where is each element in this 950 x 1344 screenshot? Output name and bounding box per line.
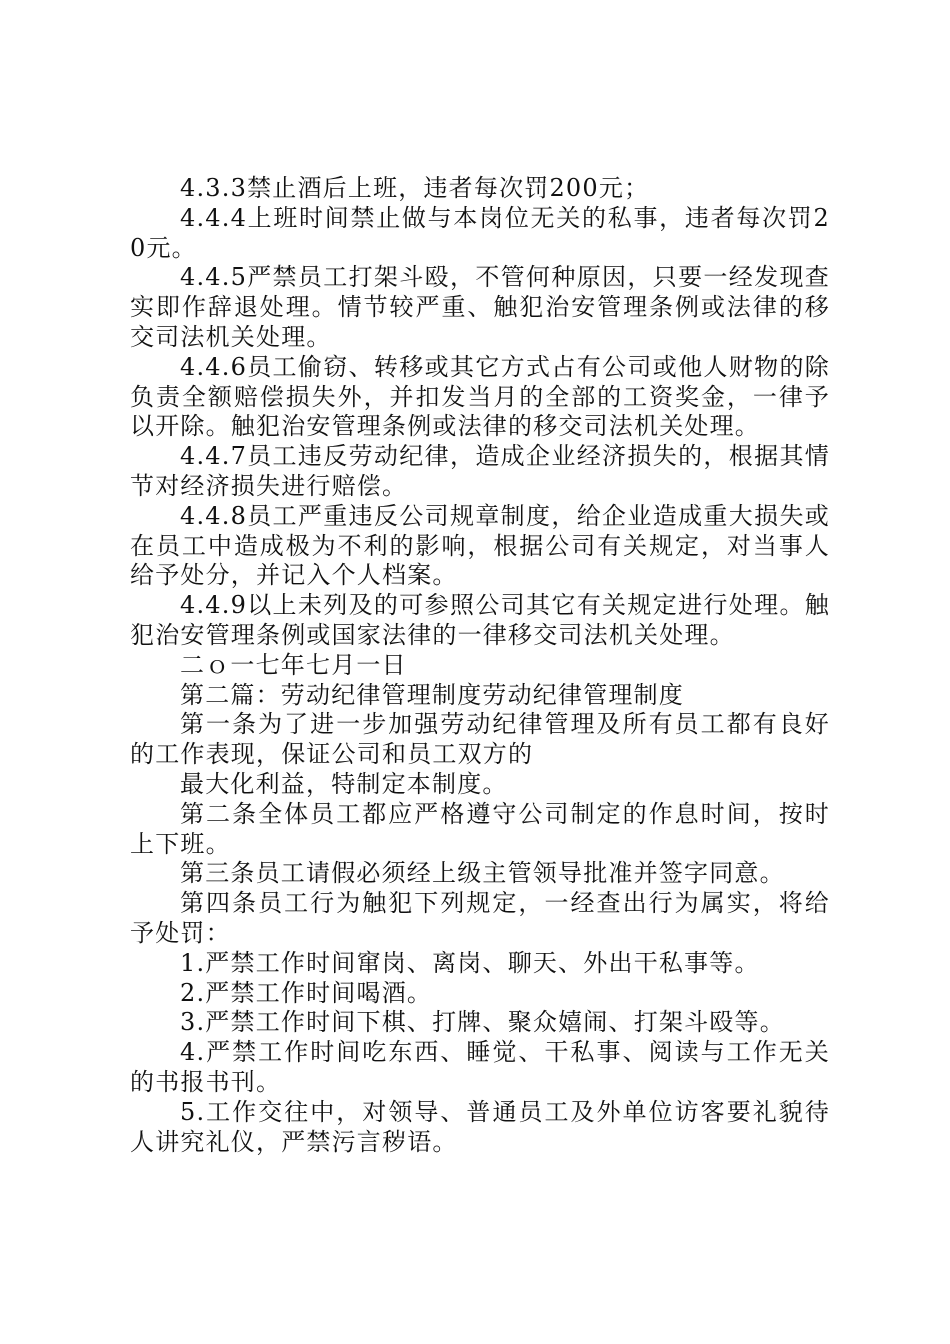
article-3: 第三条员工请假必须经上级主管领导批准并签字同意。 xyxy=(180,859,785,888)
article-1: 第一条为了进一步加强劳动纪律管理及所有员工都有良好的工作表现，保证公司和员工双方的 xyxy=(130,710,830,769)
document-date: 二ｏ一七年七月一日 xyxy=(180,650,407,679)
article-4: 第四条员工行为触犯下列规定，一经查出行为属实，将给予处罚： xyxy=(130,889,830,947)
section-heading: 第二篇：劳动纪律管理制度劳动纪律管理制度 xyxy=(180,680,684,709)
paragraph-4-3-3: 4.3.3禁止酒后上班，违者每次罚200元； xyxy=(180,174,650,202)
rule-item-4: 4.严禁工作时间吃东西、睡觉、干私事、阅读与工作无关的书报书刊。 xyxy=(130,1038,830,1096)
paragraph-4-4-5: 4.4.5严禁员工打架斗殴，不管何种原因，只要一经发现查实即作辞退处理。情节较严重、触犯治安管理条例或法律的移交司法机关处理。 xyxy=(130,263,830,351)
paragraph-4-4-4: 4.4.4上班时间禁止做与本岗位无关的私事，违者每次罚20元。 xyxy=(130,203,830,262)
document-body xyxy=(130,174,830,1157)
rule-item-1: 1.严禁工作时间窜岗、离岗、聊天、外出干私事等。 xyxy=(180,948,760,977)
rule-item-3: 3.严禁工作时间下棋、打牌、聚众嬉闹、打架斗殴等。 xyxy=(180,1008,785,1037)
paragraph-4-4-8: 4.4.8员工严重违反公司规章制度，给企业造成重大损失或在员工中造成极为不利的影响，根据公司有关规定，对当事人给予处分，并记入个人档案。 xyxy=(130,501,830,590)
article-1-continued: 最大化利益，特制定本制度。 xyxy=(180,769,508,798)
rule-item-5: 5.工作交往中，对领导、普通员工及外单位访客要礼貌待人讲究礼仪，严禁污言秽语。 xyxy=(130,1097,830,1156)
paragraph-4-4-9: 4.4.9以上未列及的可参照公司其它有关规定进行处理。触犯治安管理条例或国家法律的一律移交司法机关处理。 xyxy=(130,591,830,649)
paragraph-4-4-6: 4.4.6员工偷窃、转移或其它方式占有公司或他人财物的除负责全额赔偿损失外，并扣发当月的全部的工资奖金，一律予以开除。触犯治安管理条例或法律的移交司法机关处理。 xyxy=(130,352,830,441)
rule-item-2: 2.严禁工作时间喝酒。 xyxy=(180,978,433,1007)
paragraph-4-4-7: 4.4.7员工违反劳动纪律，造成企业经济损失的，根据其情节对经济损失进行赔偿。 xyxy=(130,442,830,500)
article-2: 第二条全体员工都应严格遵守公司制定的作息时间，按时上下班。 xyxy=(130,799,830,858)
